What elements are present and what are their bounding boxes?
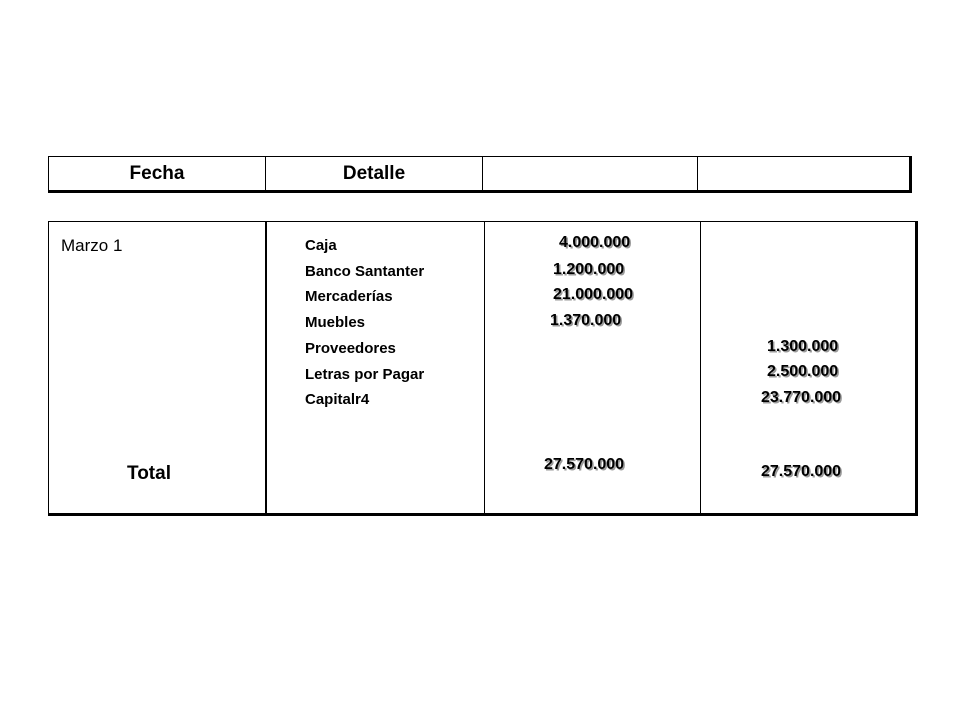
credit-total: 27.570.000 — [761, 463, 842, 480]
credit-column — [701, 222, 916, 513]
credit-amount: 2.500.000 — [767, 363, 839, 380]
detail-item: Proveedores — [305, 339, 396, 357]
detail-list — [305, 233, 424, 413]
journal-entry-table — [48, 221, 918, 516]
header-haber — [698, 157, 910, 190]
header-debe — [483, 157, 698, 190]
total-label: Total — [127, 463, 171, 484]
header-fecha: Fecha — [49, 157, 266, 190]
debit-column — [485, 222, 701, 513]
debit-amount: 1.200.000 — [553, 261, 625, 278]
header-table — [48, 156, 912, 193]
detail-item: Caja — [305, 237, 337, 254]
debit-amount: 1.370.000 — [550, 312, 622, 329]
debit-total: 27.570.000 — [544, 456, 625, 473]
debit-amount: 21.000.000 — [553, 286, 634, 303]
date-column — [49, 222, 267, 513]
credit-amount: 23.770.000 — [761, 389, 842, 406]
detail-column — [267, 222, 485, 513]
header-detalle: Detalle — [266, 157, 483, 190]
debit-amount: 4.000.000 — [559, 234, 631, 251]
detail-item: Letras por Pagar — [305, 365, 425, 383]
entry-date: Marzo 1 — [61, 236, 123, 255]
credit-amount: 1.300.000 — [767, 338, 839, 355]
detail-item: Capitalr4 — [305, 391, 370, 409]
detail-item: Banco Santanter — [305, 262, 425, 280]
detail-item: Mercaderías — [305, 288, 393, 306]
detail-item: Muebles — [305, 314, 366, 332]
